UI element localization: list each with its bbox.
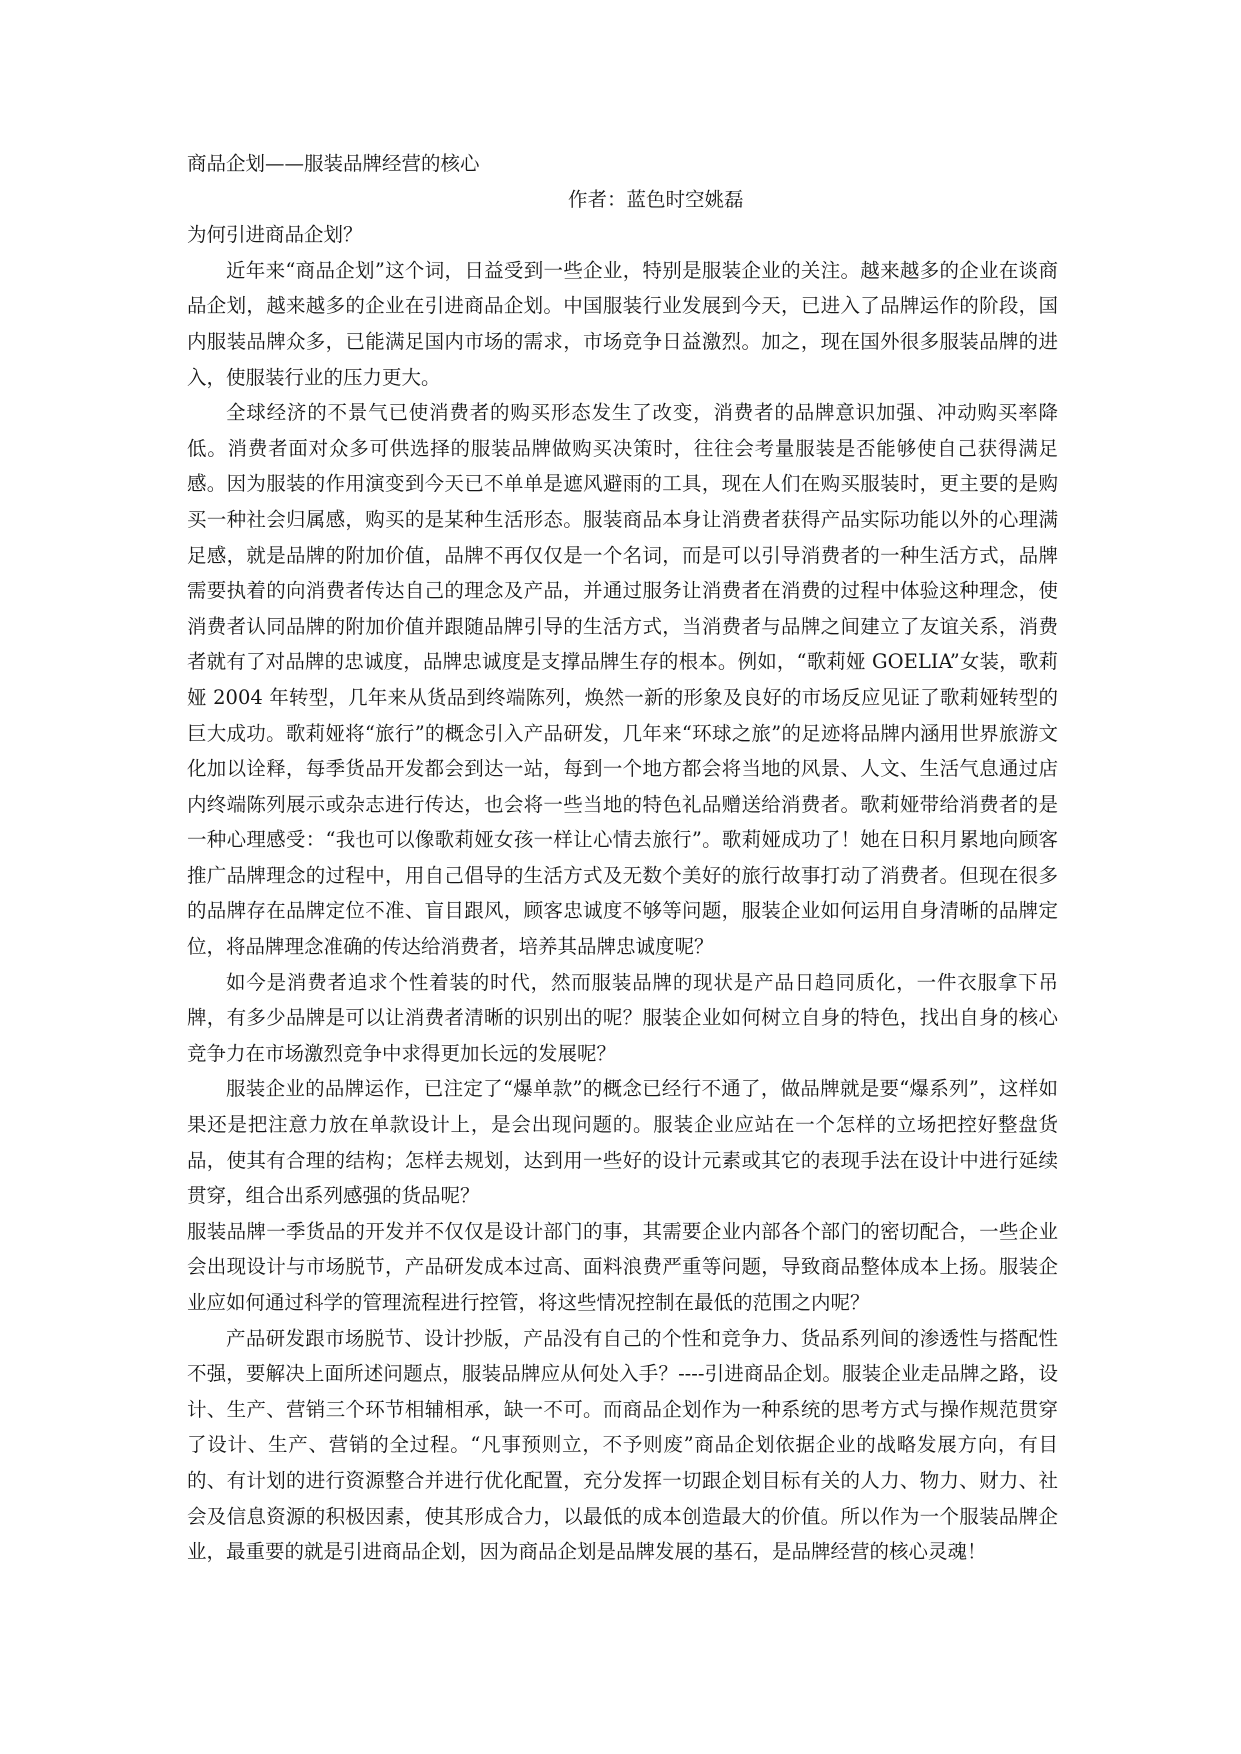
paragraph-4: 服装企业的品牌运作，已注定了“爆单款”的概念已经行不通了，做品牌就是要“爆系列”，这样如果还是把注意力放在单款设计上，是会出现问题的。服装企业应站在一个怎样的立场把控好整盘货品，使其有合理的结构；怎样去规划，达到用一些好的设计元素或其它的表现手法在设计中进行延续贯穿，组合出系列感强的货品呢？ (187, 1077, 1058, 1208)
document-title: 商品企划——服装品牌经营的核心 (187, 152, 480, 175)
document-body (187, 146, 1058, 1570)
paragraph-3: 如今是消费者追求个性着装的时代，然而服装品牌的现状是产品日趋同质化，一件衣服拿下吊牌，有多少品牌是可以让消费者清晰的识别出的呢？服装企业如何树立自身的特色，找出自身的核心竞争力在市场激烈竞争中求得更加长远的发展呢？ (187, 970, 1058, 1065)
paragraph-2: 全球经济的不景气已使消费者的购买形态发生了改变，消费者的品牌意识加强、冲动购买率降低。消费者面对众多可供选择的服装品牌做购买决策时，往往会考量服装是否能够使自己获得满足感。因为服装的作用演变到今天已不单单是遮风避雨的工具，现在人们在购买服装时，更主要的是购买一种社会归属感，购买的是某种生活形态。服装商品本身让消费者获得产品实际功能以外的心理满足感，就是品牌的附加价值，品牌不再仅仅是一个名词，而是可以引导消费者的一种生活方式，品牌需要执着的向消费者传达自己的理念及产品，并通过服务让消费者在消费的过程中体验这种理念，使消费者认同品牌的附加价值并跟随品牌引导的生活方式，当消费者与品牌之间建立了友谊关系，消费者就有了对品牌的忠诚度，品牌忠诚度是支撑品牌生存的根本。例如，“歌莉娅 GOELIA”女装，歌莉娅 2004 年转型，几年来从货品到终端陈列，焕然一新的形象及良好的市场反应见证了歌莉娅转型的巨大成功。歌莉娅将“旅行”的概念引入产品研发，几年来“环球之旅”的足迹将品牌内涵用世界旅游文化加以诠释，每季货品开发都会到达一站，每到一个地方都会将当地的风景、人文、生活气息通过店内终端陈列展示或杂志进行传达，也会将一些当地的特色礼品赠送给消费者。歌莉娅带给消费者的是一种心理感受：“我也可以像歌莉娅女孩一样让心情去旅行”。歌莉娅成功了！她在日积月累地向顾客推广品牌理念的过程中，用自己倡导的生活方式及无数个美好的旅行故事打动了消费者。但现在很多的品牌存在品牌定位不准、盲目跟风，顾客忠诚度不够等问题，服装企业如何运用自身清晰的品牌定位，将品牌理念准确的传达给消费者，培养其品牌忠诚度呢？ (187, 401, 1058, 959)
paragraph-1: 近年来“商品企划”这个词，日益受到一些企业，特别是服装企业的关注。越来越多的企业在谈商品企划，越来越多的企业在引进商品企划。中国服装行业发展到今天，已进入了品牌运作的阶段，国内服装品牌众多，已能满足国内市场的需求，市场竞争日益激烈。加之，现在国外很多服装品牌的进入，使服装行业的压力更大。 (187, 258, 1058, 389)
section-heading: 为何引进商品企划？ (187, 223, 363, 247)
paragraph-6: 产品研发跟市场脱节、设计抄版，产品没有自己的个性和竞争力、货品系列间的渗透性与搭配性不强，要解决上面所述问题点，服装品牌应从何处入手？----引进商品企划。服装企业走品牌之路，设计、生产、营销三个环节相辅相承，缺一不可。而商品企划作为一种系统的思考方式与操作规范贯穿了设计、生产、营销的全过程。“凡事预则立，不予则废”商品企划依据企业的战略发展方向，有目的、有计划的进行资源整合并进行优化配置，充分发挥一切跟企划目标有关的人力、物力、财力、社会及信息资源的积极因素，使其形成合力，以最低的成本创造最大的价值。所以作为一个服装品牌企业，最重要的就是引进商品企划，因为商品企划是品牌发展的基石，是品牌经营的核心灵魂！ (187, 1326, 1058, 1564)
author-line: 作者：蓝色时空姚磊 (568, 187, 744, 211)
paragraph-5: 服装品牌一季货品的开发并不仅仅是设计部门的事，其需要企业内部各个部门的密切配合，一些企业会出现设计与市场脱节，产品研发成本过高、面料浪费严重等问题，导致商品整体成本上扬。服装企业应如何通过科学的管理流程进行控管，将这些情况控制在最低的范围之内呢？ (187, 1219, 1058, 1314)
